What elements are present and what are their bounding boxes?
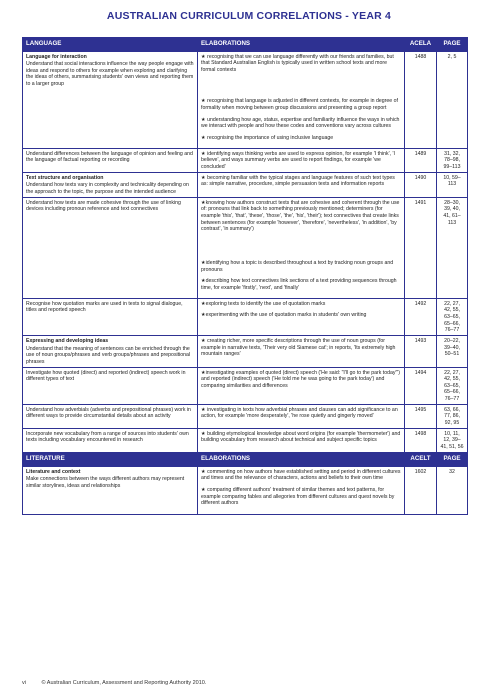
elaboration-item: ★exploring texts to identify the use of quotation marks (201, 300, 326, 307)
code-cell: 1489 (405, 149, 437, 173)
elaborations-cell (198, 467, 405, 514)
elaboration-item: ★ comparing different authors' treatment of similar themes and text patterns, for example comparing fables and allegories from different cultures and quest novels by different authors (201, 487, 395, 507)
elaborations-cell: ★ building etymological knowledge about word origins (for example 'thermometer') and building vocabulary from research about technical and subject specific topics (198, 429, 405, 453)
section-subheading: Language for interaction (26, 53, 87, 60)
elaboration-item: ★ commenting on how authors have established setting and period in different cultures and times and the relevance of characters, actions and beliefs to their own time (201, 468, 401, 482)
elaborations-cell (198, 198, 405, 299)
literature-header: LITERATURE (23, 453, 198, 467)
page-cell: 2, 5 (437, 52, 468, 149)
elaborations-cell: ★investigating examples of quoted (direct) speech ('He said: "I'll go to the park today"') and reported (indirect) speech ('He told me he was going to the park today') and comparing similarities and differences (198, 368, 405, 405)
code-cell: 1488 (405, 52, 437, 149)
elaboration-item: ★knowing how authors construct texts that are cohesive and coherent through the use of: pronouns that link back to something previously mentioned; determiners (for example 'this', 'that', 'these', 'those', 'the', 'his', 'their'); text connectives that create links between sentences (for example 'however', 'therefore', 'nevertheless', 'in addition', 'by contrast', 'in summary') (201, 199, 400, 233)
description-text: Make connections between the ways different authors may represent similar storylines, ideas and relationships (26, 476, 185, 490)
acela-header: ACELA (405, 38, 437, 52)
elaborations-header: ELABORATIONS (198, 38, 405, 52)
code-cell: 1490 (405, 173, 437, 198)
table-row (23, 173, 468, 198)
elaboration-item: ★experimenting with the use of quotation marks in students' own writing (201, 312, 367, 319)
table-row (23, 467, 468, 514)
elaborations-cell: ★ becoming familiar with the typical stages and language features of such text types as: simple narrative, procedure, simple persuasion texts and information reports (198, 173, 405, 198)
table-row (23, 299, 468, 336)
code-cell: 1602 (405, 467, 437, 514)
page-header: PAGE (437, 453, 468, 467)
elaborations-cell: ★ creating richer, more specific descriptions through the use of noun groups (for example in narrative texts, 'Their very old Siamese cat'; in reports, 'Its extremely high mountain ranges' (198, 336, 405, 368)
literature-header-row (23, 453, 468, 467)
code-cell: 1491 (405, 198, 437, 299)
elaboration-item: ★ recognising that we can use language differently with our friends and families, but that Standard Australian English is typically used in written school texts and more formal contexts (201, 53, 394, 73)
page-number: vi (22, 680, 26, 686)
description-text: Understand that social interactions influence the way people engage with ideas and respond to others for example when exploring and clarifying the ideas of others, summarising students' own views and reporting them to a larger group (26, 61, 194, 88)
description-cell (23, 173, 198, 198)
table-row (23, 368, 468, 405)
elaborations-cell: ★ investigating in texts how adverbial phrases and clauses can add significance to an action, for example 'more desperately', 'he rose quietly and gingerly moved' (198, 405, 405, 429)
page-cell: 32 (437, 467, 468, 514)
elaboration-item: ★ understanding how age, status, expertise and familiarity influence the ways in which we interact with people and how these codes and conventions vary across cultures (201, 116, 400, 130)
section-subheading: Expressing and developing ideas (26, 337, 109, 344)
footer (22, 680, 206, 686)
curriculum-table (22, 37, 468, 515)
description-text: Understand how texts vary in complexity and technicality depending on the approach to the topic, the purpose and the intended audience (26, 182, 189, 196)
elaboration-item: ★ recognising that language is adjusted in different contexts, for example in degree of formality when moving between group discussions and presenting a group report (201, 98, 398, 112)
page-cell: 10, 59–113 (437, 173, 468, 198)
elaborations-cell (198, 299, 405, 336)
elaborations-cell: ★ identifying ways thinking verbs are used to express opinion, for example 'I think', 'I believe', and ways summary verbs are used to report findings, for example 'we concluded' (198, 149, 405, 173)
description-cell: Understand how texts are made cohesive through the use of linking devices including pronoun reference and text connectives (23, 198, 198, 299)
description-cell: Recognise how quotation marks are used in texts to signal dialogue, titles and reported speech (23, 299, 198, 336)
page-cell: 20–22, 39–40, 50–51 (437, 336, 468, 368)
code-cell: 1493 (405, 336, 437, 368)
elaboration-item: ★ recognising the importance of using inclusive language (201, 135, 334, 142)
table-row (23, 336, 468, 368)
code-cell: 1494 (405, 368, 437, 405)
page-cell: 31, 32, 78–98, 99–113 (437, 149, 468, 173)
description-cell (23, 52, 198, 149)
copyright-notice: © Australian Curriculum, Assessment and Reporting Authority 2010. (41, 680, 207, 686)
description-cell: Understand how adverbials (adverbs and prepositional phrases) work in different ways to provide circumstantial details about an activity (23, 405, 198, 429)
page-header: PAGE (437, 38, 468, 52)
description-text: Understand that the meaning of sentences can be enriched through the use of noun groups/phrases and verb groups/phrases and prepositional phrases (26, 345, 191, 365)
page-title: AUSTRALIAN CURRICULUM CORRELATIONS - YEAR 4 (106, 10, 392, 22)
elaboration-item: ★identifying how a topic is described throughout a text by tracking noun groups and pronouns (201, 259, 394, 273)
section-subheading: Literature and context (26, 468, 81, 475)
description-cell: Understand differences between the language of opinion and feeling and the language of factual reporting or recording (23, 149, 198, 173)
code-cell: 1492 (405, 299, 437, 336)
elaborations-header: ELABORATIONS (198, 453, 405, 467)
table-row (23, 405, 468, 429)
acelt-header: ACELT (405, 453, 437, 467)
page-cell: 63, 66, 77, 86, 92, 95 (437, 405, 468, 429)
table-row (23, 52, 468, 149)
page-cell: 22, 27, 42, 55, 63–65, 65–66, 76–77 (437, 368, 468, 405)
description-cell (23, 336, 198, 368)
elaborations-cell (198, 52, 405, 149)
elaboration-item: ★describing how text connectives link sections of a text providing sequences through time, for example 'firstly', 'next', and 'finally' (201, 278, 397, 291)
description-cell (23, 467, 198, 514)
code-cell: 1495 (405, 405, 437, 429)
language-header-row (23, 38, 468, 52)
table-row (23, 149, 468, 173)
description-cell: Incorporate new vocabulary from a range of sources into students' own texts including vocabulary encountered in research (23, 429, 198, 453)
section-subheading: Text structure and organisation (26, 174, 104, 181)
page-cell: 28–30, 39, 40, 41, 61–113 (437, 198, 468, 299)
table-row (23, 198, 468, 299)
page-cell: 22, 27, 42, 55, 63–65, 65–66, 76–77 (437, 299, 468, 336)
table-row (23, 429, 468, 453)
code-cell: 1498 (405, 429, 437, 453)
language-header: LANGUAGE (23, 38, 198, 52)
page-cell: 10, 11, 12, 39–41, 51, 56 (437, 429, 468, 453)
description-cell: Investigate how quoted (direct) and reported (indirect) speech work in different types of text (23, 368, 198, 405)
